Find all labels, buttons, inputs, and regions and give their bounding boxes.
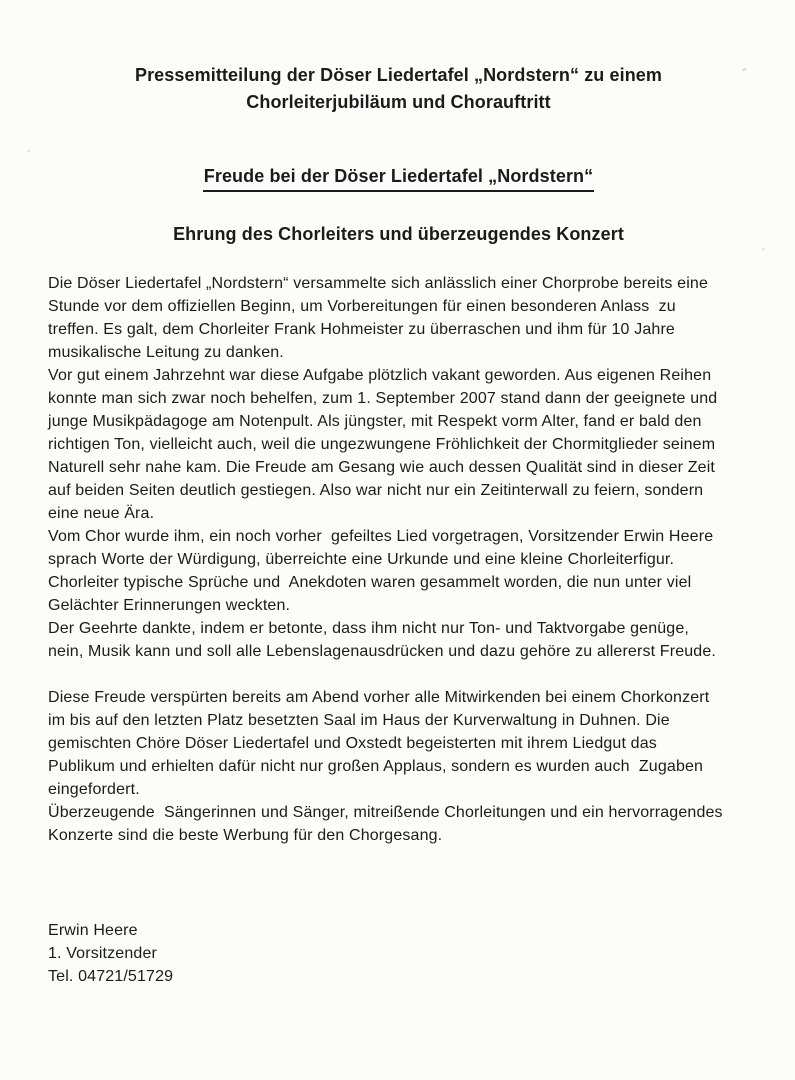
text-line: treffen. Es galt, dem Chorleiter Frank Hohmeister zu überraschen und ihm für 10 Jahre (48, 321, 675, 338)
text-line: Vor gut einem Jahrzehnt war diese Aufgabe plötzlich vakant geworden. Aus eigenen Reihen (48, 367, 712, 384)
text-line: im bis auf den letzten Platz besetzten Saal im Haus der Kurverwaltung in Duhnen. Die (48, 712, 670, 729)
text-line: Konzerte sind die beste Werbung für den Chorgesang. (48, 827, 443, 844)
signature-phone: Tel. 04721/51729 (48, 968, 174, 985)
text-line: richtigen Ton, vielleicht auch, weil die ungezwungene Fröhlichkeit der Chormitglieder seinem (48, 436, 716, 453)
paragraph-gap (48, 663, 749, 686)
underlined-headline: Freude bei der Döser Liedertafel „Nordstern“ (203, 165, 595, 192)
text-line: nein, Musik kann und soll alle Lebenslagenausdrücken und dazu gehöre zu allererst Freude. (48, 643, 716, 660)
headline-wrap (48, 165, 749, 192)
text-line: konnte man sich zwar noch behelfen, zum 1. September 2007 stand dann der geeignete und (48, 390, 718, 407)
press-release-title (48, 62, 749, 116)
text-line: Der Geehrte dankte, indem er betonte, dass ihm nicht nur Ton- und Taktvorgabe genüge, (48, 620, 689, 637)
text-line: auf beiden Seiten deutlich gestiegen. Also war nicht nur ein Zeitinterwall zu feiern, sondern (48, 482, 704, 499)
subheadline: Ehrung des Chorleiters und überzeugendes Konzert (173, 224, 624, 244)
press-release-title-line-1: Pressemitteilung der Döser Liedertafel „Nordstern“ zu einem (134, 65, 663, 85)
signature-role: 1. Vorsitzender (48, 945, 157, 962)
text-line: Vom Chor wurde ihm, ein noch vorher gefeiltes Lied vorgetragen, Vorsitzender Erwin Heere (48, 528, 714, 545)
body-text (48, 272, 749, 847)
text-line: Naturell sehr nahe kam. Die Freude am Gesang wie auch dessen Qualität sind in dieser Zeit (48, 459, 716, 476)
text-line: musikalische Leitung zu danken. (48, 344, 284, 361)
text-line: eingefordert. (48, 781, 140, 798)
scan-speck (762, 248, 765, 251)
text-line: Überzeugende Sängerinnen und Sänger, mitreißende Chorleitungen und ein hervorragendes (48, 804, 723, 821)
text-line: Publikum und erhielten dafür nicht nur großen Applaus, sondern es wurden auch Zugaben (48, 758, 704, 775)
press-release-title-line-2: Chorleiterjubiläum und Chorauftritt (246, 92, 551, 112)
text-line: sprach Worte der Würdigung, überreichte eine Urkunde und eine kleine Chorleiterfigur. (48, 551, 675, 568)
text-line: Stunde vor dem offiziellen Beginn, um Vorbereitungen für einen besonderen Anlass zu (48, 298, 676, 315)
text-line: Chorleiter typische Sprüche und Anekdoten waren gesammelt worden, die nun unter viel (48, 574, 692, 591)
signature-name: Erwin Heere (48, 922, 138, 939)
text-line: Die Döser Liedertafel „Nordstern“ versammelte sich anlässlich einer Chorprobe bereits eine (48, 275, 709, 292)
signature-block (48, 919, 749, 988)
text-line: junge Musikpädagoge am Notenpult. Als jüngster, mit Respekt vorm Alter, fand er bald den (48, 413, 702, 430)
text-line: eine neue Ära. (48, 505, 155, 522)
text-line: Gelächter Erinnerungen weckten. (48, 597, 291, 614)
text-line: Diese Freude verspürten bereits am Abend vorher alle Mitwirkenden bei einem Chorkonzert (48, 689, 710, 706)
text-line: gemischten Chöre Döser Liedertafel und Oxstedt begeisterten mit ihrem Liedgut das (48, 735, 657, 752)
scan-speck (27, 150, 30, 152)
